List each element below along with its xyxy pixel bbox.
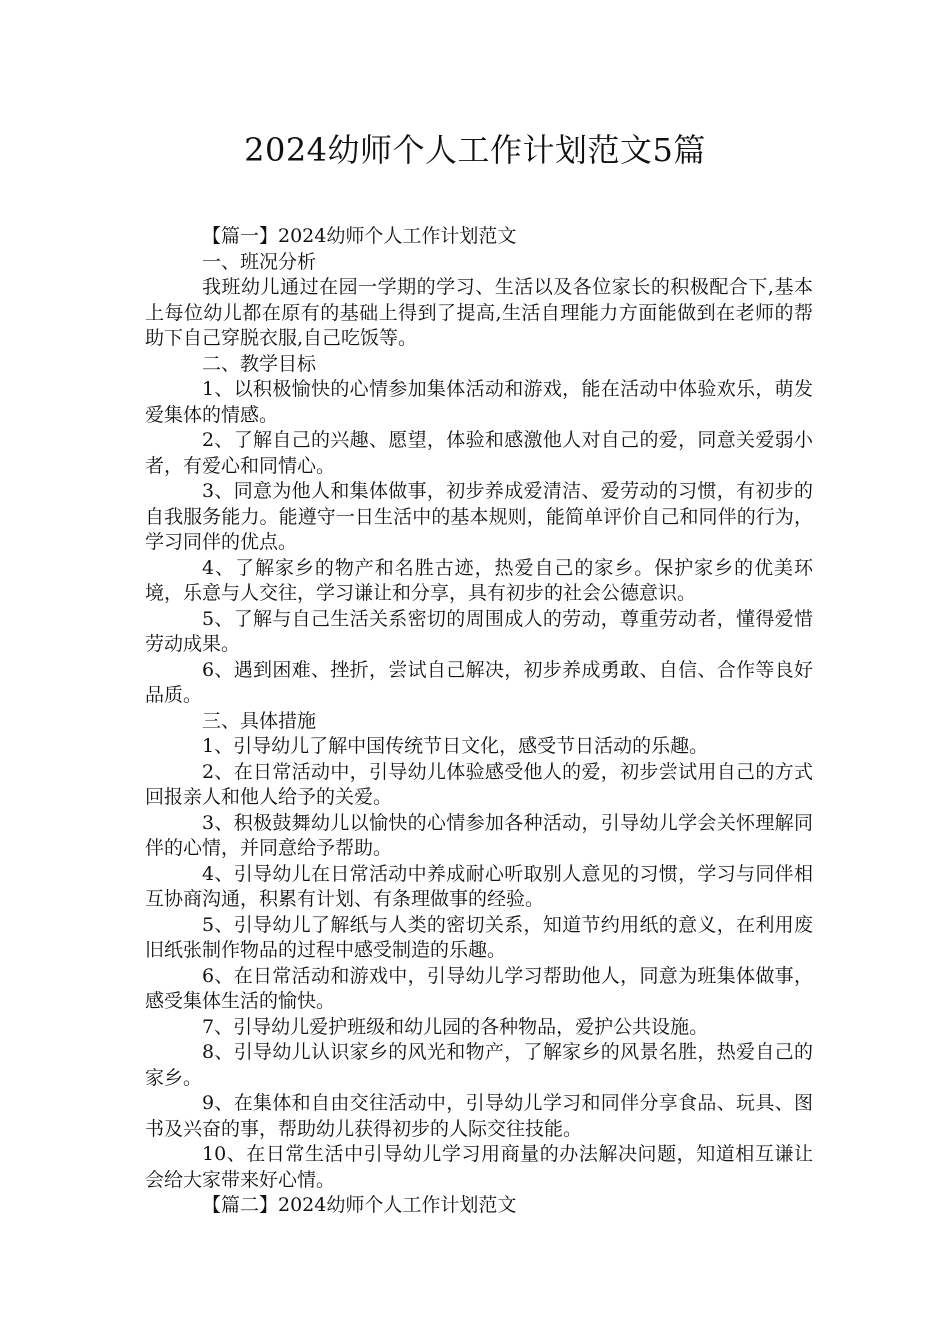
list-item: 8、引导幼儿认识家乡的风光和物产，了解家乡的风景名胜，热爱自己的家乡。 <box>145 1041 813 1089</box>
list-item: 5、引导幼儿了解纸与人类的密切关系，知道节约用纸的意义，在利用废旧纸张制作物品的过程中感受制造的乐趣。 <box>145 913 813 961</box>
list-item: 1、以积极愉快的心情参加集体活动和游戏，能在活动中体验欢乐，萌发爱集体的情感。 <box>145 378 813 426</box>
list-item: 2、了解自己的兴趣、愿望，体验和感激他人对自己的爱，同意关爱弱小者，有爱心和同情心。 <box>145 429 813 477</box>
list-item: 4、引导幼儿在日常活动中养成耐心听取别人意见的习惯，学习与同伴相互协商沟通，积累有计划、有条理做事的经验。 <box>145 862 813 910</box>
document-title: 2024幼师个人工作计划范文5篇 <box>244 131 706 169</box>
section-heading-part-2: 【篇二】2024幼师个人工作计划范文 <box>202 1194 517 1216</box>
subheading-class-analysis: 一、班况分析 <box>202 250 317 273</box>
section-heading-part-1: 【篇一】2024幼师个人工作计划范文 <box>202 225 517 247</box>
list-item: 5、了解与自己生活关系密切的周围成人的劳动，尊重劳动者，懂得爱惜劳动成果。 <box>145 607 813 655</box>
subheading-teaching-goals: 二、教学目标 <box>202 352 317 375</box>
list-item: 1、引导幼儿了解中国传统节日文化，感受节日活动的乐趣。 <box>202 735 709 757</box>
document-body <box>145 224 813 1219</box>
list-item: 7、引导幼儿爱护班级和幼儿园的各种物品，爱护公共设施。 <box>202 1015 709 1038</box>
list-item: 4、了解家乡的物产和名胜古迹，热爱自己的家乡。保护家乡的优美环境，乐意与人交往，学习谦让和分享，具有初步的社会公德意识。 <box>145 556 813 604</box>
paragraph: 我班幼儿通过在园一学期的学习、生活以及各位家长的积极配合下,基本上每位幼儿都在原有的基础上得到了提高,生活自理能力方面能做到在老师的帮助下自己穿脱衣服,自己吃饭等。 <box>145 276 813 349</box>
list-item: 10、在日常生活中引导幼儿学习用商量的办法解决问题，知道相互谦让会给大家带来好心情。 <box>145 1143 813 1191</box>
list-item: 3、同意为他人和集体做事，初步养成爱清洁、爱劳动的习惯，有初步的自我服务能力。能遵守一日生活中的基本规则，能简单评价自己和同伴的行为，学习同伴的优点。 <box>145 480 813 553</box>
list-item: 3、积极鼓舞幼儿以愉快的心情参加各种活动，引导幼儿学会关怀理解同伴的心情，并同意给予帮助。 <box>145 811 813 859</box>
subheading-measures: 三、具体措施 <box>202 709 317 732</box>
list-item: 9、在集体和自由交往活动中，引导幼儿学习和同伴分享食品、玩具、图书及兴奋的事，帮助幼儿获得初步的人际交往技能。 <box>145 1092 813 1140</box>
list-item: 6、在日常活动和游戏中，引导幼儿学习帮助他人，同意为班集体做事，感受集体生活的愉快。 <box>145 964 813 1012</box>
list-item: 6、遇到困难、挫折，尝试自己解决，初步养成勇敢、自信、合作等良好品质。 <box>145 658 813 706</box>
list-item: 2、在日常活动中，引导幼儿体验感受他人的爱，初步尝试用自己的方式回报亲人和他人给予的关爱。 <box>145 760 813 808</box>
